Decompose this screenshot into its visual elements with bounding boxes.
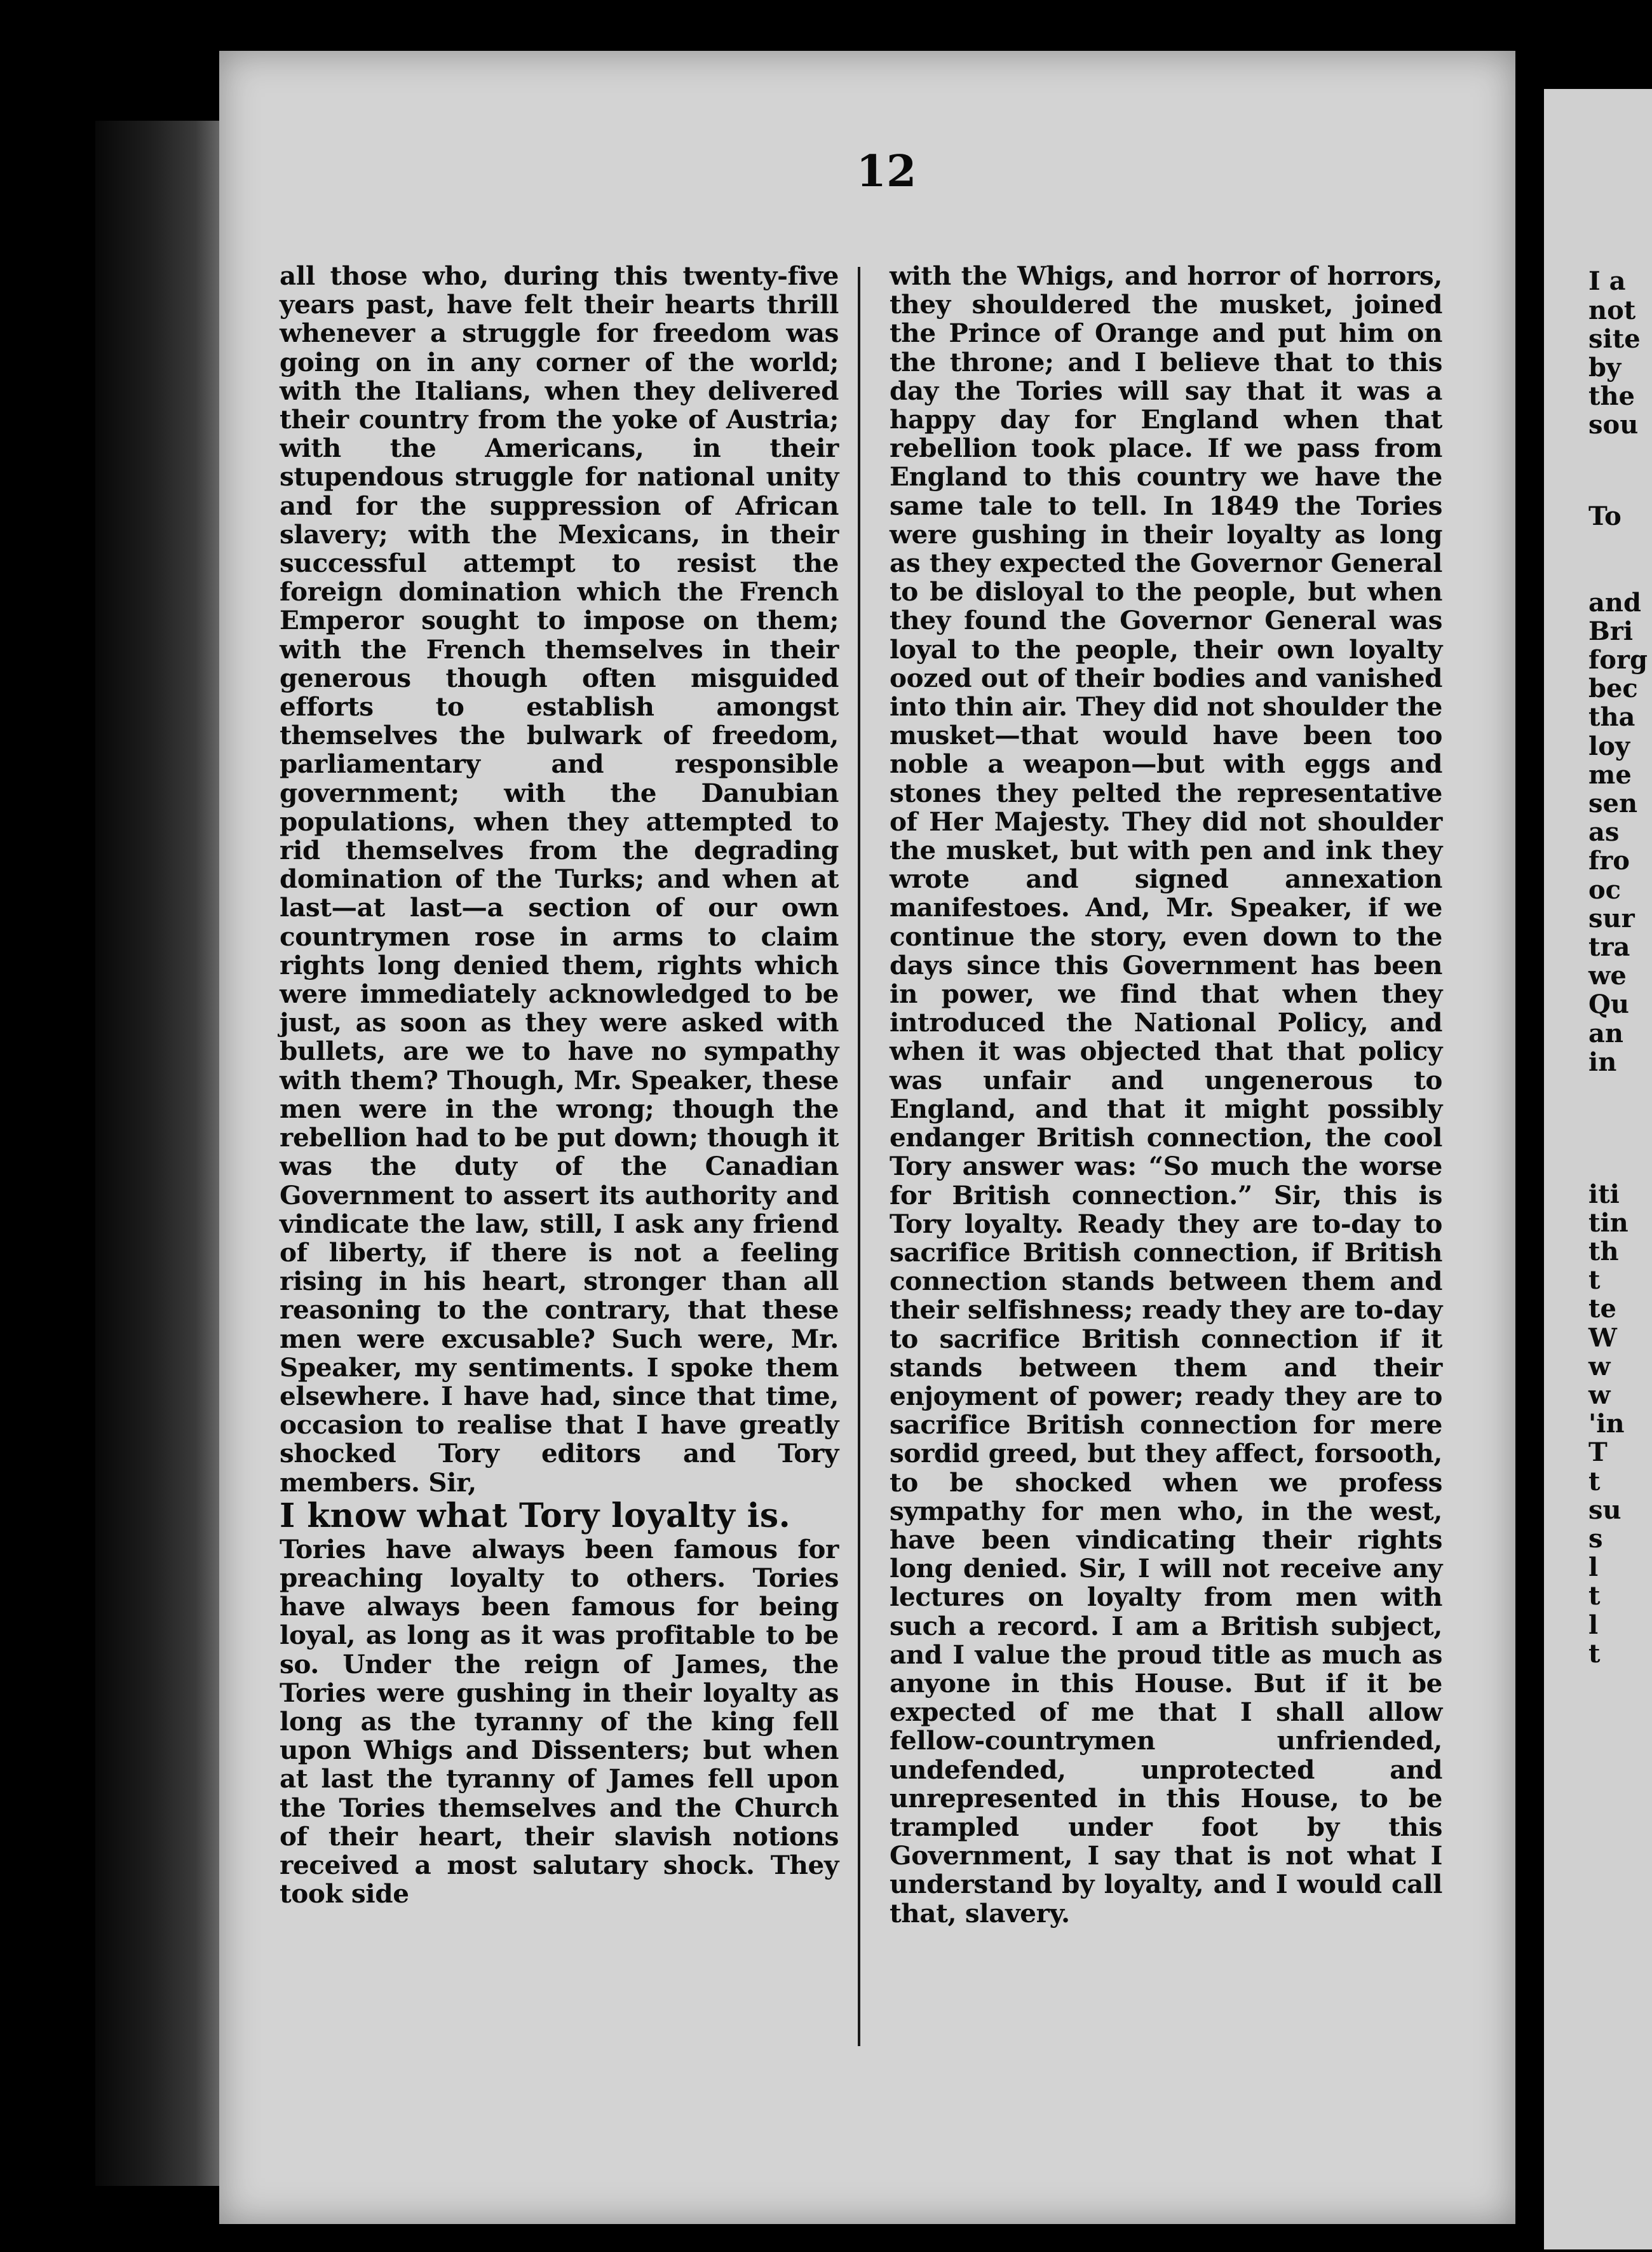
adjacent-page-text (1588, 210, 1648, 1725)
right-text-column (890, 262, 1442, 1928)
adjacent-page-top-fragment: I a not site by the sou (1588, 266, 1641, 440)
adjacent-page-bottom-fragment: iti tin th t te W w w 'in T t su s l t l t (1588, 1179, 1628, 1669)
left-text-column (280, 262, 839, 1908)
book-page (219, 51, 1515, 2224)
adjacent-page-middle-fragment: and Bri forg bec tha loy me sen as fro oc sur tra we Qu an in (1588, 587, 1648, 1077)
page-number: 12 (856, 146, 917, 197)
right-column-paragraph: with the Whigs, and horror of horrors, they shouldered the musket, joined the Prince of Orange and put him on the throne; and I believe that to this day the Tories will say that it was a happy day for England when that rebellion took place. If we pass from England to this country we have the same tale to tell. In 1849 the Tories were gushing in their loyalty as long as they expected the Governor General to be disloyal to the people, but when they found the Governor General was loyal to the people, their own loyalty oozed out of their bodies and vanished into thin air. They did not shoulder the musket—that would have been too noble a weapon—but with eggs and stones they pelted the representative of Her Majesty. They did not shoulder the musket, but with pen and ink they wrote and signed annexation manifestoes. And, Mr. Speaker, if we continue the story, even down to the days since this Government has been in power, we find that when they introduced the National Policy, and when it was objected that that policy was unfair and ungenerous to England, and that it might possibly endanger British connection, the cool Tory answer was: “So much the worse for British connection.” Sir, this is Tory loyalty. Ready they are to-day to sacrifice British connection, if British connection stands between them and their selfishness; ready they are to-day to sacrifice British connection if it stands between them and their enjoyment of power; ready they are to sacrifice British connection for mere sordid greed, but they affect, forsooth, to be shocked when we profess sympathy for men who, in the west, have been vindicating their rights long denied. Sir, I will not receive any lectures on loyalty from men with such a record. I am a British subject, and I value the proud title as much as anyone in this House. But if it be expected of me that I shall allow fellow-countrymen unfriended, undefended, unprotected and unrepresented in this House, to be trampled under foot by this Government, I say that is not what I understand by loyalty, and I would call that, slavery. (890, 261, 1442, 1929)
adjacent-page-subheading: To (1588, 501, 1622, 532)
column-rule (858, 267, 860, 2046)
section-heading: I know what Tory loyalty is. (280, 1496, 791, 1535)
left-column-paragraph: all those who, during this twenty-five years past, have felt their hearts thrill whenever a struggle for freedom was going on in any corner of the world; with the Italians, when they delivered their country from the yoke of Austria; with the Americans, in their stupendous struggle for national unity and for the suppression of African slavery; with the Mexicans, in their successful attempt to resist the foreign domination which the French Emperor sought to impose on them; with the French themselves in their generous though often misguided efforts to establish amongst themselves the bulwark of freedom, parliamentary and responsible government; with the Danubian populations, when they attempted to rid themselves from the degrading domination of the Turks; and when at last—at last—a section of our own countrymen rose in arms to claim rights long denied them, rights which were immediately acknowledged to be just, as soon as they were asked with bullets, are we to have no sympathy with them? Though, Mr. Speaker, these men were in the wrong; though the rebellion had to be put down; though it was the duty of the Canadian Government to assert its authority and vindicate the law, still, I ask any friend of liberty, if there is not a feeling rising in his heart, stronger than all reasoning to the contrary, that these men were excusable? Such were, Mr. Speaker, my sentiments. I spoke them elsewhere. I have had, since that time, occasion to realise that I have greatly shocked Tory editors and Tory members. Sir, (280, 261, 839, 1498)
adjacent-page-edge (1544, 89, 1652, 2249)
left-column-paragraph: Tories have always been famous for preaching loyalty to others. Tories have always been famous for being loyal, as long as it was profitable to be so. Under the reign of James, the Tories were gushing in their loyalty as long as the tyranny of the king fell upon Whigs and Dissenters; but when at last the tyranny of James fell upon the Tories themselves and the Church of their heart, their slavish notions received a most salutary shock. They took side (280, 1533, 839, 1909)
book-gutter-shadow (95, 121, 229, 2186)
